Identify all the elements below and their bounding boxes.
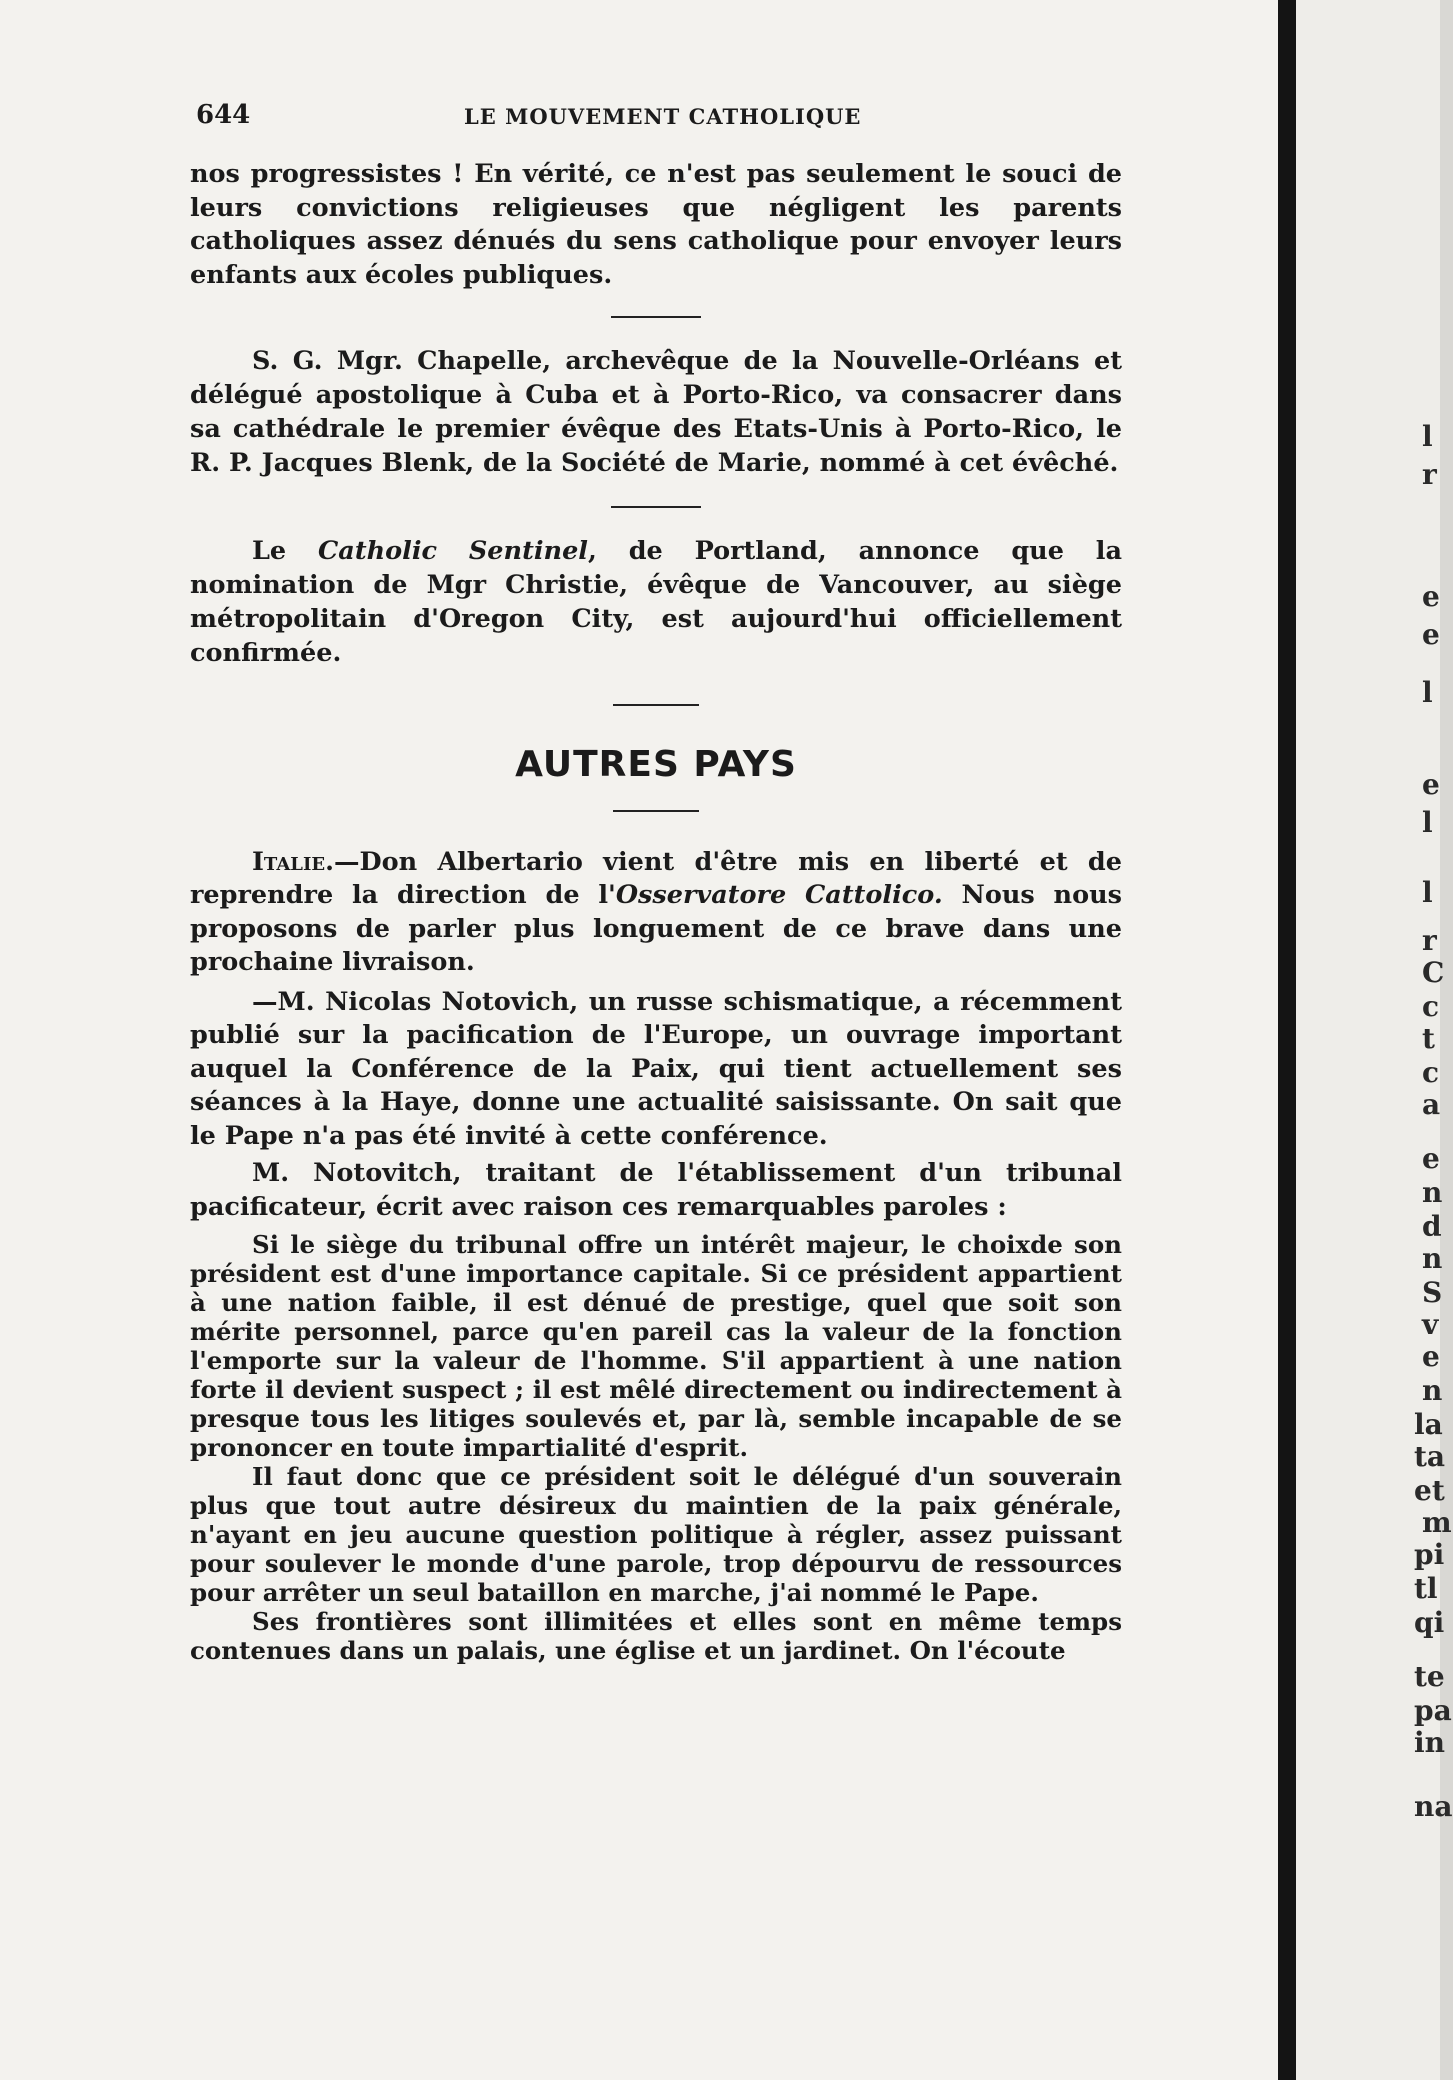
country-lead: Italie. <box>252 846 334 877</box>
facing-page-fragment: r <box>1422 458 1437 491</box>
facing-page-fragment: pa <box>1414 1694 1452 1727</box>
running-title: LE MOUVEMENT CATHOLIQUE <box>464 104 862 129</box>
separator-rule <box>613 810 699 812</box>
facing-page-fragment: a <box>1422 1088 1441 1121</box>
quote-paragraph: Il faut donc que ce président soit le délégué d'un souverain plus que tout autre désireux du maintien de la paix générale, n'ayant en jeu aucune question politique à régler, assez puissant pour soulever le monde d'une parole, trop dépourvu de ressources pour arrêter un seul bataillon en marche, j'ai nommé le Pape. <box>190 1462 1122 1607</box>
facing-page-fragment: l <box>1422 676 1433 709</box>
text-fragment: —Don Albertario vient d'être mis en liberté et de reprendre la direction de l' <box>190 846 1122 910</box>
facing-page-fragment: ta <box>1414 1440 1446 1473</box>
text-fragment: Le <box>252 536 318 566</box>
facing-page-fragment: c <box>1422 990 1440 1023</box>
facing-page-fragment: e <box>1422 1142 1440 1175</box>
separator-rule <box>611 506 701 508</box>
facing-page-fragment: e <box>1422 580 1440 613</box>
facing-page-fragment: m <box>1422 1506 1452 1539</box>
book-gutter <box>1278 0 1296 2080</box>
separator-rule <box>611 316 701 318</box>
facing-page-fragment: l <box>1422 876 1433 909</box>
facing-page-fragment: et <box>1414 1474 1445 1507</box>
page-number: 644 <box>196 100 251 130</box>
facing-page-fragment: d <box>1422 1210 1442 1243</box>
facing-page-fragment: n <box>1422 1374 1443 1407</box>
text-fragment: Nous nous proposons de parler plus longuement de ce brave dans une prochaine livraison. <box>190 880 1122 977</box>
paragraph-continuation: nos progressistes ! En vérité, ce n'est pas seulement le souci de leurs convictions religieuses que négligent les parents catholiques assez dénués du sens catholique pour envoyer leurs enfants aux écoles publiques. <box>190 159 1122 290</box>
paragraph-italie <box>190 846 1122 980</box>
facing-page-fragment: e <box>1422 768 1440 801</box>
page-header <box>196 96 1122 136</box>
facing-page-edge <box>1296 0 1453 2080</box>
facing-page-fragment: e <box>1422 1340 1440 1373</box>
newspaper-title: Osservatore Cattolico. <box>615 880 943 910</box>
facing-page-fragment: l <box>1422 420 1433 453</box>
quote-paragraph: Si le siège du tribunal offre un intérêt majeur, le choixde son président est d'une importance capitale. Si ce président appartient à une nation faible, il est dénué de prestige, quel que soit son mérite personnel, parce qu'en pareil cas la valeur de la fonction l'emporte sur la valeur de l'homme. S'il appartient à une nation forte il devient suspect ; il est mêlé directement ou indirectement à presque tous les litiges soulevés et, par là, semble incapable de se prononcer en toute impartialité d'esprit. <box>190 1230 1122 1462</box>
facing-page-fragment: t <box>1422 1022 1435 1055</box>
facing-page-fragment: pi <box>1414 1538 1445 1571</box>
paragraph-chapelle: S. G. Mgr. Chapelle, archevêque de la Nouvelle-Orléans et délégué apostolique à Cuba et à Porto-Rico, va consacrer dans sa cathédrale le premier évêque des Etats-Unis à Porto-Rico, le R. P. Jacques Blenk, de la Société de Marie, nommé à cet évêché. <box>190 346 1122 478</box>
facing-page-fragment: na <box>1414 1790 1453 1823</box>
facing-page-fragment: r <box>1422 924 1437 957</box>
facing-page-fragment: tl <box>1414 1572 1438 1605</box>
facing-page-fragment: C <box>1422 956 1445 989</box>
facing-page-fragment: qi <box>1414 1606 1445 1639</box>
facing-page-fragment: S <box>1422 1276 1443 1309</box>
page-body <box>190 158 1122 1665</box>
facing-page-fragment: n <box>1422 1176 1443 1209</box>
facing-page-fragment: e <box>1422 618 1440 651</box>
facing-page-fragment: te <box>1414 1660 1445 1693</box>
facing-page-fragment: l <box>1422 806 1433 839</box>
newspaper-title: Catholic Sentinel <box>318 536 588 566</box>
text-fragment: , de Portland, annonce que la nomination de Mgr Christie, évêque de Vancouver, au siège métropolitain d'Oregon City, est aujourd'hui officiellement confirmée. <box>190 536 1122 668</box>
section-title: AUTRES PAYS <box>515 744 797 785</box>
paragraph-notovich: —M. Nicolas Notovich, un russe schismatique, a récemment publié sur la pacification de l'Europe, un ouvrage important auquel la Conférence de la Paix, qui tient actuellement ses séances à la Haye, donne une actualité saisissante. On sait que le Pape n'a pas été invité à cette conférence. <box>190 986 1122 1151</box>
facing-page-fragment: c <box>1422 1056 1440 1089</box>
paragraph-sentinel <box>190 534 1122 670</box>
facing-page-fragment: la <box>1414 1408 1443 1441</box>
facing-page-fragment: n <box>1422 1242 1443 1275</box>
facing-page-fragment: v <box>1422 1308 1439 1341</box>
quote-paragraph: Ses frontières sont illimitées et elles sont en même temps contenues dans un palais, une église et un jardinet. On l'écoute <box>190 1607 1122 1665</box>
paragraph-notovitch-intro: M. Notovitch, traitant de l'établissement d'un tribunal pacificateur, écrit avec raison ces remarquables paroles : <box>190 1158 1122 1222</box>
separator-rule <box>613 704 699 706</box>
facing-page-fragment: in <box>1414 1726 1445 1759</box>
